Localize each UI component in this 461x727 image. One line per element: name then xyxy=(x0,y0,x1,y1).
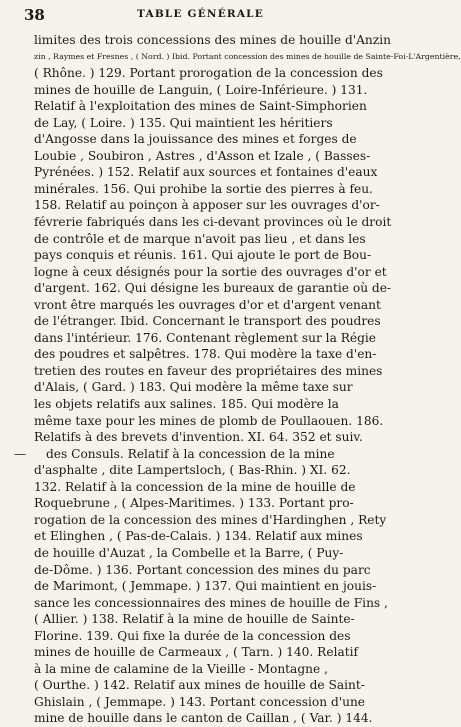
text-line: de l'étranger. Ibid. Concernant le transport des poudres xyxy=(34,314,381,329)
text-line: d'Alais, ( Gard. ) 183. Qui modère la même taxe sur xyxy=(34,380,353,395)
text-line: mine de houille dans le canton de Caillan , ( Var. ) 144. xyxy=(34,711,373,726)
text-line: même taxe pour les mines de plomb de Poullaouen. 186. xyxy=(34,413,384,428)
text-line: d'Angosse dans la jouissance des mines et forges de xyxy=(34,132,357,147)
text-line: rogation de la concession des mines d'Hardinghen , Rety xyxy=(34,512,387,527)
text-line: de-Dôme. ) 136. Portant concession des mines du parc xyxy=(34,562,371,577)
text-line: zin , Raymes et Fresnes , ( Nord. ) Ibid. Portant concession des mines de houille de Sainte-Foi-L'Argentière, xyxy=(34,51,461,61)
text-line: à la mine de calamine de la Vieille - Montagne , xyxy=(34,661,328,676)
text-line: 158. Relatif au poinçon à apposer sur les ouvrages d'or- xyxy=(34,198,380,213)
section-dash: — xyxy=(14,446,27,461)
text-line: Ghislain , ( Jemmape. ) 143. Portant concession d'une xyxy=(34,694,366,709)
page-number: 38 xyxy=(24,6,45,24)
text-line: de contrôle et de marque n'avoit pas lieu , et dans les xyxy=(34,231,366,246)
text-line: d'asphalte , dite Lampertsloch, ( Bas-Rhin. ) XI. 62. xyxy=(34,463,351,478)
text-line: des poudres et salpêtres. 178. Qui modère la taxe d'en- xyxy=(34,347,377,362)
text-line: mines de houille de Carmeaux , ( Tarn. ) 140. Relatif xyxy=(34,645,359,660)
text-line: limites des trois concessions des mines de houille d'Anzin xyxy=(34,33,391,47)
text-line: les objets relatifs aux salines. 185. Qui modère la xyxy=(34,397,339,412)
text-line: et Elinghen , ( Pas-de-Calais. ) 134. Relatif aux mines xyxy=(34,529,363,544)
index-entries xyxy=(14,32,461,727)
text-line: de houille d'Auzat , la Combelle et la Barre, ( Puy- xyxy=(34,545,344,560)
text-line: Roquebrune , ( Alpes-Maritimes. ) 133. Portant pro- xyxy=(34,496,354,511)
text-line: tretien des routes en faveur des propriétaires des mines xyxy=(34,363,383,378)
text-line: logne à ceux désignés pour la sortie des ouvrages d'or et xyxy=(34,264,387,279)
running-title: TABLE GÉNÉRALE xyxy=(137,8,264,20)
text-line: Pyrénées. ) 152. Relatif aux sources et fontaines d'eaux xyxy=(34,165,378,180)
text-line: Loubie , Soubiron , Astres , d'Asson et Izale , ( Basses- xyxy=(34,148,371,163)
text-line: ( Allier. ) 138. Relatif à la mine de houille de Sainte- xyxy=(34,612,355,627)
text-line: 132. Relatif à la concession de la mine de houille de xyxy=(34,479,356,494)
text-line: pays conquis et réunis. 161. Qui ajoute le port de Bou- xyxy=(34,248,372,263)
text-line: févrerie fabriqués dans les ci-devant provinces où le droit xyxy=(34,215,392,230)
text-line: dans l'intérieur. 176. Contenant règlement sur la Régie xyxy=(34,330,377,345)
text-line: minérales. 156. Qui prohibe la sortie des pierres à feu. xyxy=(34,181,373,196)
text-line: mines de houille de Languin, ( Loire-Inférieure. ) 131. xyxy=(34,82,368,97)
section-start-line xyxy=(14,446,388,463)
text-line: ( Ourthe. ) 142. Relatif aux mines de houille de Saint- xyxy=(34,678,365,693)
text-line: Relatifs à des brevets d'invention. XI. 64. 352 et suiv. xyxy=(34,430,363,445)
page-header xyxy=(0,6,401,28)
text-line: des Consuls. Relatif à la concession de la mine xyxy=(46,446,335,461)
text-line: sance les concessionnaires des mines de houille de Fins , xyxy=(34,595,388,610)
text-line: Florine. 139. Qui fixe la durée de la concession des xyxy=(34,628,351,643)
text-line: ( Rhône. ) 129. Portant prorogation de la concession des xyxy=(34,66,383,81)
text-line: de Marimont, ( Jemmape. ) 137. Qui maintient en jouis- xyxy=(34,579,377,594)
text-line: d'argent. 162. Qui désigne les bureaux de garantie où de- xyxy=(34,281,392,296)
text-line: de Lay, ( Loire. ) 135. Qui maintient les héritiers xyxy=(34,115,333,130)
text-line: vront être marqués les ouvrages d'or et d'argent venant xyxy=(34,297,381,312)
text-line: Relatif à l'exploitation des mines de Saint-Simphorien xyxy=(34,99,367,114)
